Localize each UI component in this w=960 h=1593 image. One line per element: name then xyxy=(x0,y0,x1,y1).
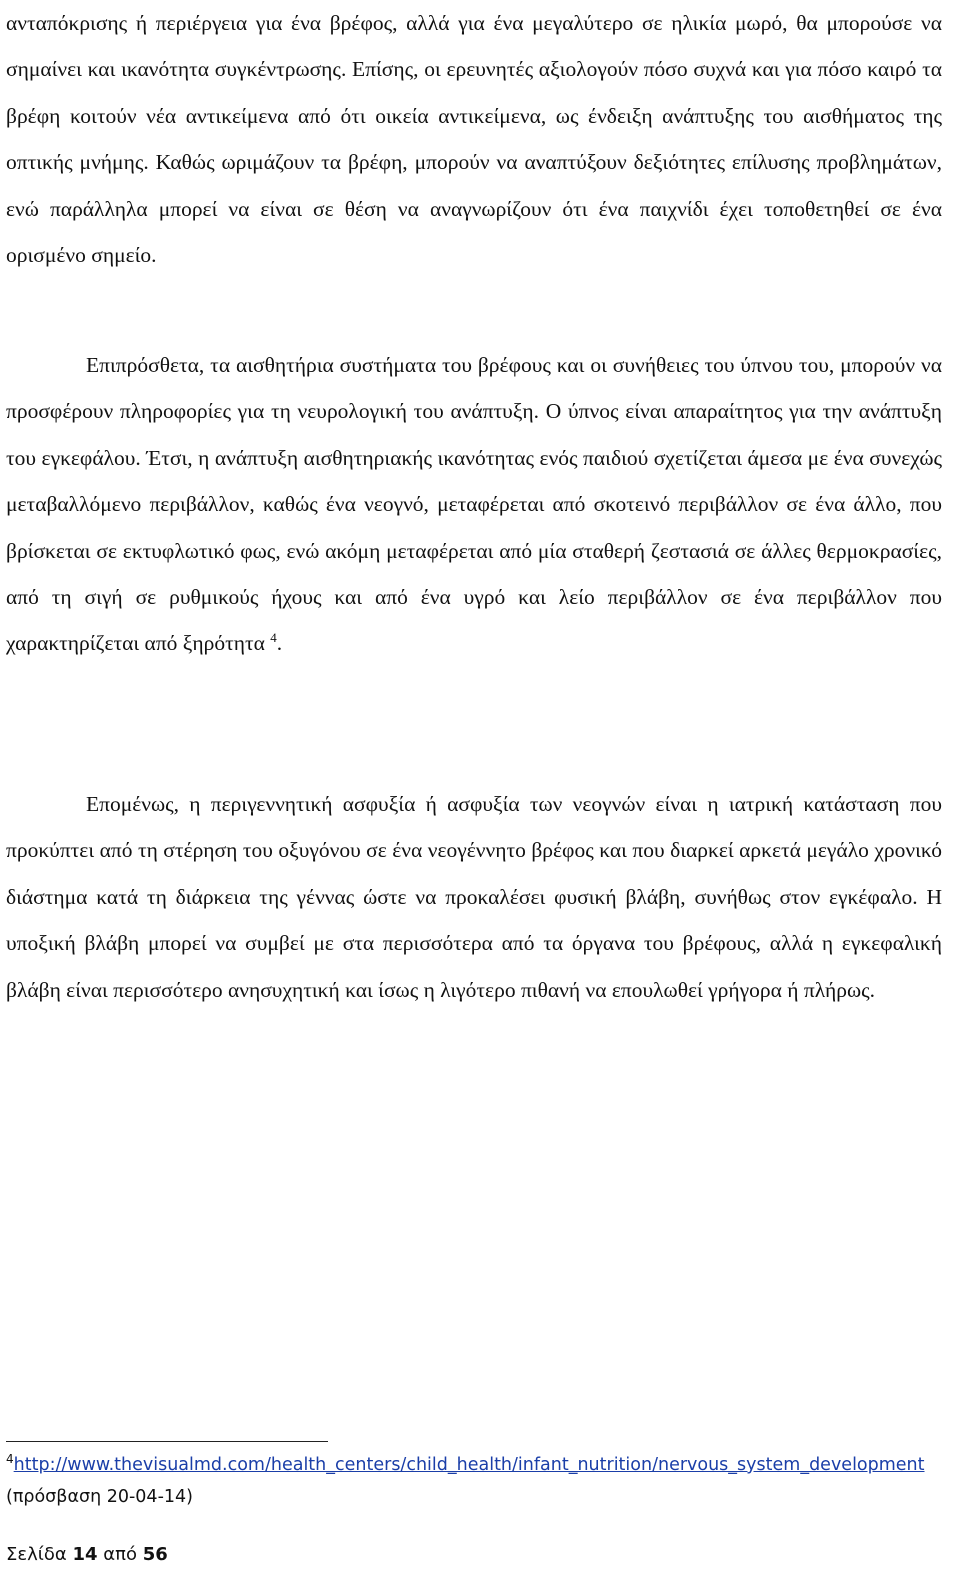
page-number xyxy=(6,1542,168,1568)
footnote-number: 4 xyxy=(6,1452,14,1467)
page-number-current: 14 xyxy=(72,1544,98,1565)
page-number-total: 56 xyxy=(142,1544,168,1565)
paragraph-2-text: Επιπρόσθετα, τα αισθητήρια συστήματα του βρέφους και οι συνήθειες του ύπνου του, μπορούν να προσφέρουν πληροφορίες για τη νευρολογική του ανάπτυξη. Ο ύπνος είναι απαραίτητος για την ανάπτυξη του εγκεφάλου. Έτσι, η ανάπτυξη αισθητηριακής ικανότητας ενός παιδιού σχετίζεται άμεσα με ένα συνεχώς μεταβαλλόμενο περιβάλλον, καθώς ένα νεογνό, μεταφέρεται από σκοτεινό περιβάλλον σε ένα άλλο, που βρίσκεται σε εκτυφλωτικό φως, ενώ ακόμη μεταφέρεται από μία σταθερή ζεστασιά σε άλλες θερμοκρασίες, από τη σιγή σε ρυθμικούς ήχους και από ένα υγρό και λείο περιβάλλον σε ένα περιβάλλον που χαρακτηρίζεται από ξηρότητα xyxy=(6,353,942,656)
paragraph-3-text: Επομένως, η περιγεννητική ασφυξία ή ασφυξία των νεογνών είναι η ιατρική κατάσταση που προκύπτει από τη στέρηση του οξυγόνου σε ένα νεογέννητο βρέφος και που διαρκεί αρκετά μεγάλο χρονικό διάστημα κατά τη διάρκεια της γέννας ώστε να προκαλέσει φυσική βλάβη, συνήθως στον εγκέφαλο. Η υποξική βλάβη μπορεί να συμβεί με στα περισσότερα από τα όργανα του βρέφους, αλλά η εγκεφαλική βλάβη είναι περισσότερο ανησυχητική και ίσως η λιγότερο πιθανή να επουλωθεί γρήγορα ή πλήρως. xyxy=(6,792,942,1002)
paragraph-1 xyxy=(6,0,942,278)
footnote-separator xyxy=(6,1441,328,1442)
paragraph-2-block xyxy=(6,342,942,667)
footnote-link[interactable]: http://www.thevisualmd.com/health_centers/child_health/infant_nutrition/nervous_system_development xyxy=(13,1455,925,1475)
footnote-suffix: (πρόσβαση 20-04-14) xyxy=(6,1487,193,1507)
paragraph-2 xyxy=(6,342,942,667)
paragraph-3 xyxy=(6,781,942,1013)
page-number-middle: από xyxy=(97,1544,143,1565)
footnote xyxy=(6,1449,942,1513)
page-number-prefix: Σελίδα xyxy=(6,1544,73,1565)
footnote-reference[interactable]: 4 xyxy=(270,630,277,646)
paragraph-1-text: ανταπόκρισης ή περιέργεια για ένα βρέφος, αλλά για ένα μεγαλύτερο σε ηλικία μωρό, θα μπορούσε να σημαίνει και ικανότητα συγκέντρωσης. Επίσης, οι ερευνητές αξιολογούν πόσο συχνά και για πόσο καιρό τα βρέφη κοιτούν νέα αντικείμενα από ότι οικεία αντικείμενα, ως ένδειξη ανάπτυξης του αισθήματος της οπτικής μνήμης. Καθώς ωριμάζουν τα βρέφη, μπορούν να αναπτύξουν δεξιότητες επίλυσης προβλημάτων, ενώ παράλληλα μπορεί να είναι σε θέση να αναγνωρίζουν ότι ένα παιχνίδι έχει τοποθετηθεί σε ένα ορισμένο σημείο. xyxy=(6,11,942,268)
paragraph-2-tail: . xyxy=(276,631,283,656)
